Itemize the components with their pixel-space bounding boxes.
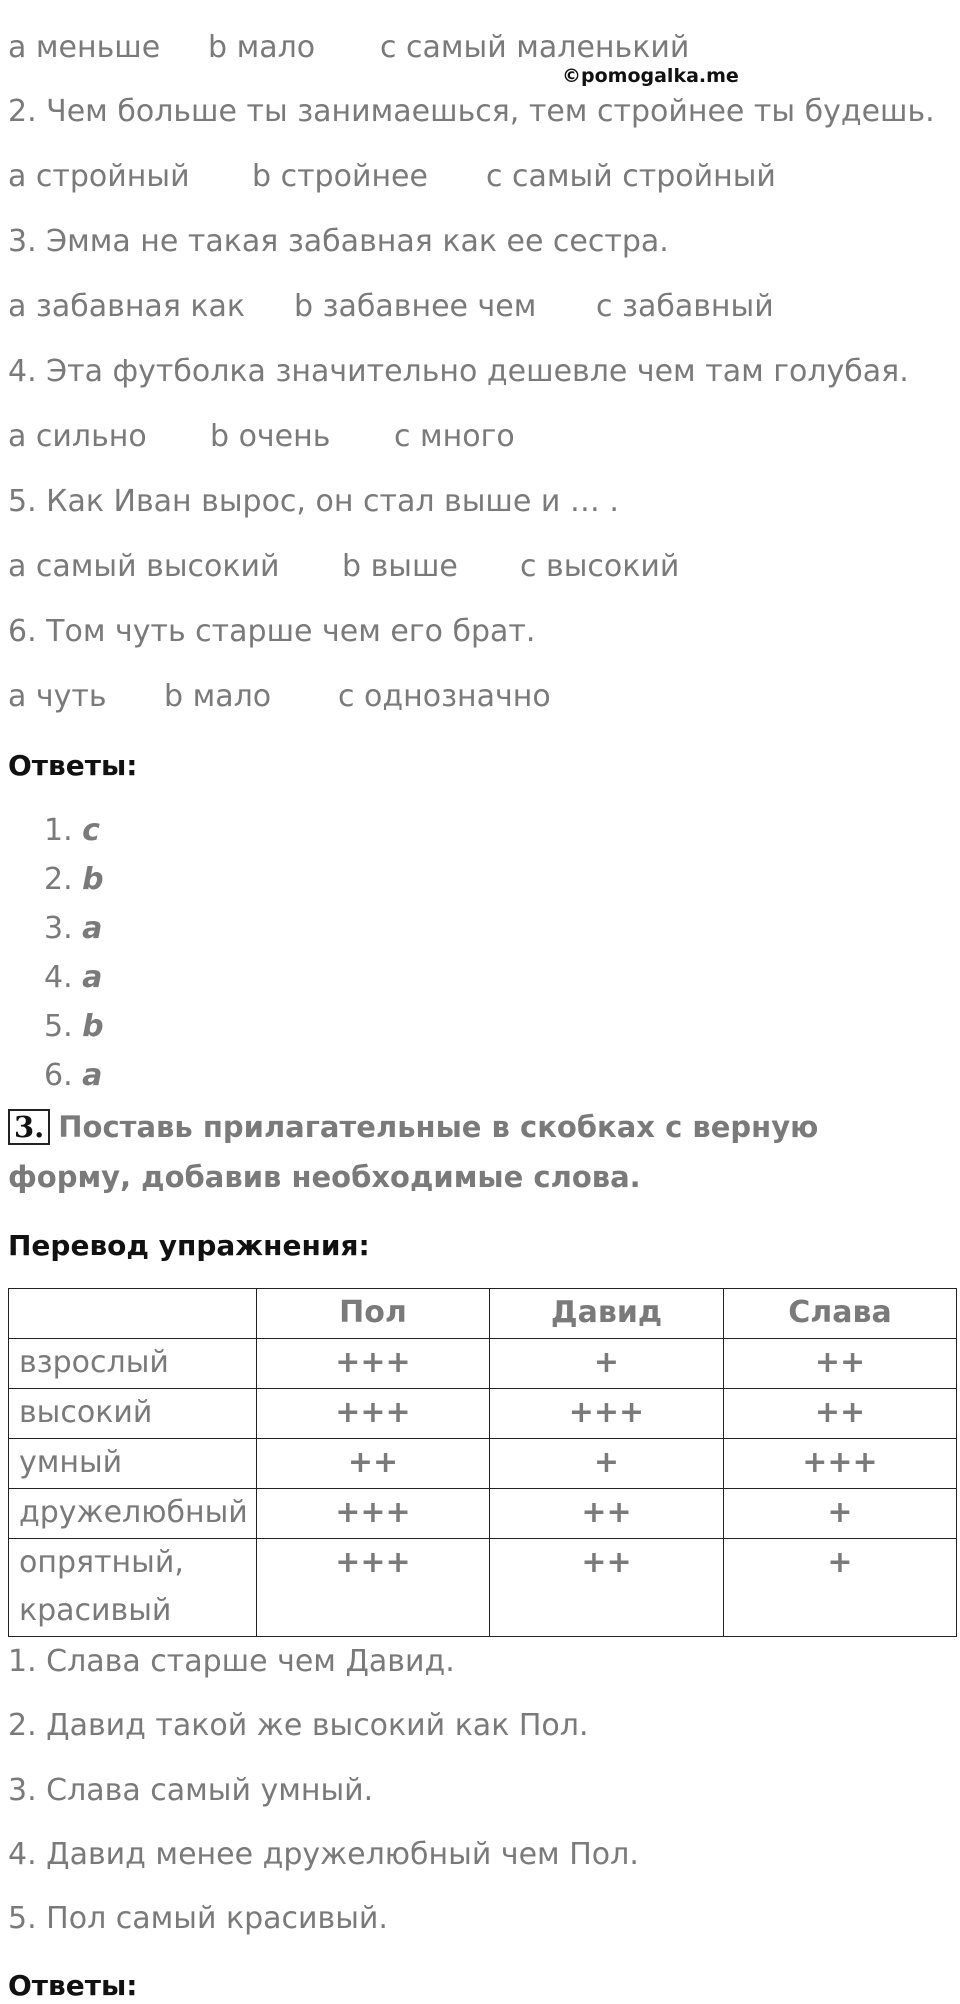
table-row (9, 1439, 957, 1489)
row-label: опрятный, красивый (9, 1539, 257, 1637)
answers-heading: Ответы: (8, 749, 138, 782)
option-c: с однозначно (338, 679, 551, 714)
result-sentence: 2. Давид такой же высокий как Пол. (8, 1708, 589, 1743)
table-cell: ++ (257, 1439, 490, 1489)
answer-item: 2. b (44, 862, 104, 897)
table-header-row (9, 1289, 957, 1339)
result-sentence: 4. Давид менее дружелюбный чем Пол. (8, 1837, 639, 1872)
task-instruction (8, 1102, 938, 1202)
option-a: а забавная как (8, 289, 246, 324)
option-c: с самый маленький (380, 30, 690, 65)
table-cell: +++ (257, 1489, 490, 1539)
answer-item: 6. a (44, 1058, 103, 1093)
option-c: с забавный (596, 289, 774, 324)
task-text: Поставь прилагательные в скобках с верную форму, добавив необходимые слова. (8, 1110, 819, 1194)
table-row (9, 1339, 957, 1389)
option-a: а самый высокий (8, 549, 280, 584)
option-b: b мало (208, 30, 316, 65)
watermark: ©pomogalka.me (562, 65, 739, 87)
option-a: а меньше (8, 30, 161, 65)
table-cell: + (724, 1539, 957, 1637)
table-cell: +++ (257, 1539, 490, 1637)
answer-item: 1. c (44, 813, 100, 848)
table-cell: ++ (490, 1539, 724, 1637)
row-label: высокий (9, 1389, 257, 1439)
result-sentence: 3. Слава самый умный. (8, 1773, 374, 1808)
option-c: с самый стройный (486, 159, 776, 194)
table-row (9, 1489, 957, 1539)
option-b: b мало (164, 679, 272, 714)
task-number: 3. (8, 1109, 50, 1145)
table-header-cell: Пол (257, 1289, 490, 1339)
table-cell: ++ (724, 1389, 957, 1439)
table-row (9, 1539, 957, 1637)
table-row (9, 1389, 957, 1439)
option-a: а стройный (8, 159, 190, 194)
table-cell: +++ (724, 1439, 957, 1489)
table-cell: +++ (257, 1339, 490, 1389)
table-cell: + (490, 1439, 724, 1489)
answers-list (44, 806, 104, 1100)
sentence-6: 6. Том чуть старше чем его брат. (8, 614, 536, 649)
option-c: с много (394, 419, 515, 454)
option-b: b очень (210, 419, 331, 454)
option-b: b стройнее (252, 159, 428, 194)
option-b: b выше (342, 549, 458, 584)
option-a: а сильно (8, 419, 147, 454)
table-cell: +++ (490, 1389, 724, 1439)
option-c: с высокий (520, 549, 680, 584)
table-cell: +++ (257, 1389, 490, 1439)
result-sentence: 1. Слава старше чем Давид. (8, 1644, 455, 1679)
row-label: взрослый (9, 1339, 257, 1389)
option-b: b забавнее чем (294, 289, 537, 324)
row-label: умный (9, 1439, 257, 1489)
table-cell: ++ (490, 1489, 724, 1539)
answer-item: 3. a (44, 911, 103, 946)
table-header-cell: Слава (724, 1289, 957, 1339)
table-header-cell: Давид (490, 1289, 724, 1339)
comparison-table (8, 1288, 957, 1637)
sentence-2: 2. Чем больше ты занимаешься, тем стройнее ты будешь. (8, 94, 935, 129)
answer-item: 5. b (44, 1009, 104, 1044)
result-sentence: 5. Пол самый красивый. (8, 1901, 388, 1936)
row-label: дружелюбный (9, 1489, 257, 1539)
answer-item: 4. a (44, 960, 103, 995)
table-cell: + (490, 1339, 724, 1389)
sentence-3: 3. Эмма не такая забавная как ее сестра. (8, 224, 669, 259)
table-cell: ++ (724, 1339, 957, 1389)
translation-heading: Перевод упражнения: (8, 1229, 370, 1262)
option-a: а чуть (8, 679, 107, 714)
sentence-5: 5. Как Иван вырос, он стал выше и … . (8, 484, 619, 519)
table-cell: + (724, 1489, 957, 1539)
table-header-cell (9, 1289, 257, 1339)
answers-heading-2: Ответы: (8, 1969, 138, 2002)
sentence-4: 4. Эта футболка значительно дешевле чем там голубая. (8, 354, 909, 389)
